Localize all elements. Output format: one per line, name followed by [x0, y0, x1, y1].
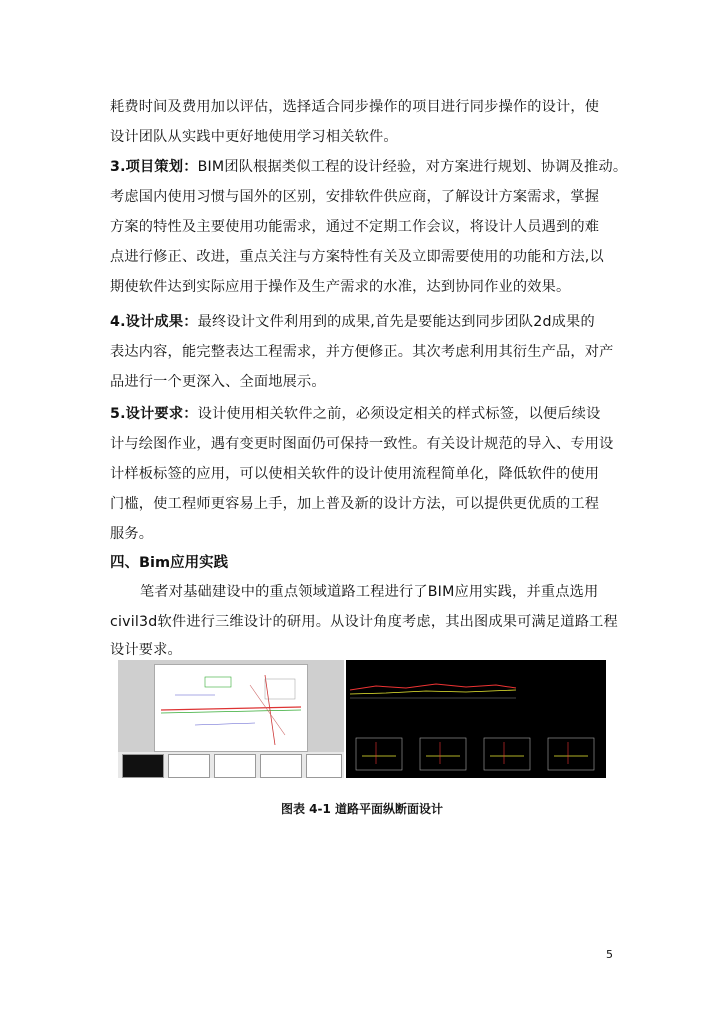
figure-caption: 图表 4-1 道路平面纵断面设计	[280, 802, 444, 816]
thumbnail	[214, 754, 256, 778]
body-text-line: 表达内容，能完整表达工程需求，并方便修正。其次考虑利用其衍生产品，对产	[110, 344, 614, 360]
road-plan-sketch	[155, 665, 307, 751]
body-text-line: 期使软件达到实际应用于操作及生产需求的水准，达到协同作业的效果。	[110, 279, 571, 295]
figure-plan-drawing	[118, 660, 344, 778]
thumbnail-strip	[118, 752, 344, 778]
section-heading: 四、Bim应用实践	[110, 555, 229, 571]
thumbnail	[168, 754, 210, 778]
body-text-line: 计样板标签的应用，可以使相关软件的设计使用流程简单化，降低软件的使用	[110, 466, 600, 482]
body-text-line: 耗费时间及费用加以评估，选择适合同步操作的项目进行同步操作的设计，使	[110, 99, 600, 115]
body-text-line: 笔者对基础建设中的重点领域道路工程进行了BIM应用实践，并重点选用	[140, 584, 599, 600]
body-text-line: 品进行一个更深入、全面地展示。	[110, 374, 326, 390]
item-label: 3.项目策划：	[110, 159, 198, 175]
list-item-3	[110, 156, 627, 176]
profile-sketch	[346, 660, 606, 778]
item-label: 5.设计要求：	[110, 406, 198, 422]
body-text-line: 计与绘图作业，遇有变更时图面仍可保持一致性。有关设计规范的导入、专用设	[110, 436, 614, 452]
body-text-line: 方案的特性及主要使用功能需求，通过不定期工作会议，将设计人员遇到的难	[110, 219, 600, 235]
body-text-line: civil3d软件进行三维设计的研用。从设计角度考虑，其出图成果可满足道路工程	[110, 614, 618, 630]
body-text-line: 设计团队从实践中更好地使用学习相关软件。	[110, 129, 398, 145]
body-text-line: 考虑国内使用习惯与国外的区别，安排软件供应商，了解设计方案需求，掌握	[110, 189, 600, 205]
list-item-4	[110, 311, 595, 331]
body-text-line: 门槛，使工程师更容易上手，加上普及新的设计方法，可以提供更优质的工程	[110, 496, 600, 512]
list-item-5	[110, 403, 600, 423]
body-text: BIM团队根据类似工程的设计经验，对方案进行规划、协调及推动。	[197, 159, 628, 175]
item-label: 4.设计成果：	[110, 314, 198, 330]
thumbnail	[306, 754, 342, 778]
body-text-line: 服务。	[110, 526, 154, 542]
thumbnail	[122, 754, 164, 778]
body-text-line: 设计要求。	[110, 642, 182, 658]
thumbnail	[260, 754, 302, 778]
body-text-line: 点进行修正、改进，重点关注与方案特性有关及立即需要使用的功能和方法,以	[110, 249, 604, 265]
figure-profile-drawing	[346, 660, 606, 778]
page-number: 5	[606, 948, 613, 961]
body-text: 设计使用相关软件之前，必须设定相关的样式标签，以便后续设	[197, 406, 601, 422]
drawing-sheet	[154, 664, 308, 752]
body-text: 最终设计文件利用到的成果,首先是要能达到同步团队2d成果的	[197, 314, 595, 330]
